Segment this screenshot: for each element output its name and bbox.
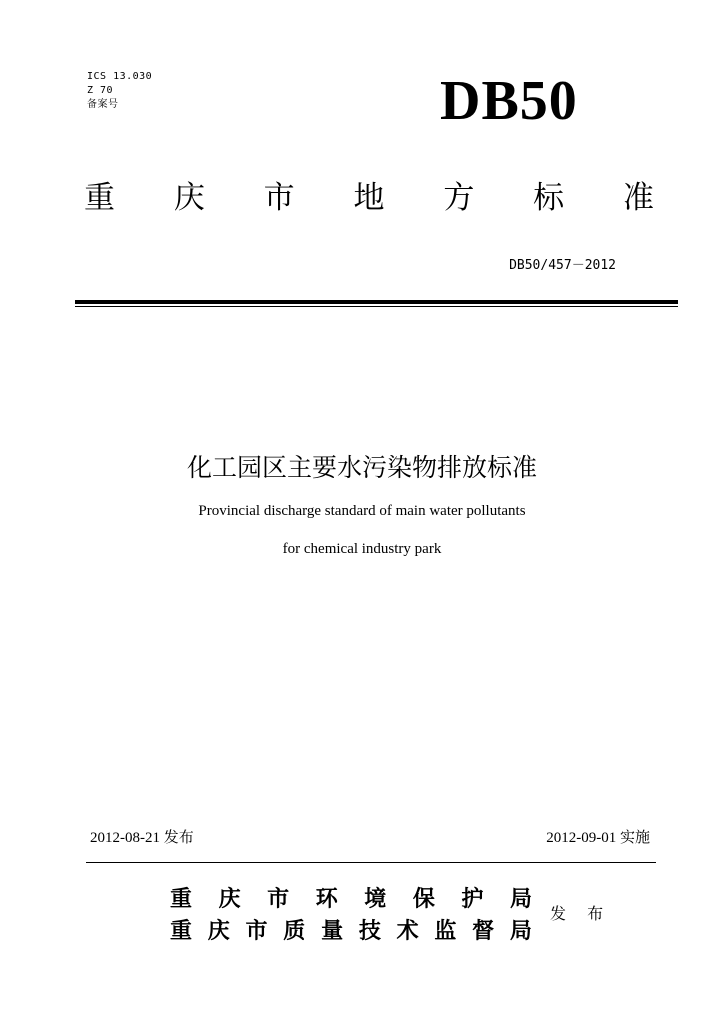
issuer-char: 市 bbox=[267, 887, 290, 912]
classification-code: Z 70 bbox=[87, 85, 114, 96]
ics-code: ICS 13.030 bbox=[87, 71, 153, 82]
title-chinese: 化工园区主要水污染物排放标准 bbox=[186, 453, 537, 482]
standard-type-char: 地 bbox=[353, 180, 385, 216]
standard-type-char: 市 bbox=[263, 180, 295, 216]
standard-code-logo: DB50 bbox=[440, 70, 578, 132]
issuer-char: 保 bbox=[412, 887, 435, 912]
issuer-char: 局 bbox=[509, 919, 532, 944]
header-divider-thin bbox=[75, 306, 678, 307]
title-english-line2: for chemical industry park bbox=[282, 541, 442, 557]
standard-type-heading bbox=[84, 178, 654, 218]
issuer-char: 量 bbox=[321, 919, 344, 944]
issuer-char: 庆 bbox=[218, 887, 241, 912]
issuer-char: 术 bbox=[396, 919, 419, 944]
standard-type-char: 方 bbox=[443, 180, 475, 216]
title-english-line1: Provincial discharge standard of main water pollutants bbox=[198, 503, 526, 519]
issuer-char: 技 bbox=[358, 919, 381, 944]
issuer-char: 督 bbox=[472, 919, 495, 944]
implementation-date: 2012-09-01 实施 bbox=[546, 830, 650, 846]
issuer-char: 质 bbox=[283, 919, 306, 944]
issuer-char: 局 bbox=[509, 887, 532, 912]
issuer-char: 监 bbox=[434, 919, 457, 944]
standard-type-char: 标 bbox=[533, 180, 565, 216]
issuer-char: 护 bbox=[461, 887, 484, 912]
issuer-char: 市 bbox=[245, 919, 268, 944]
issuer-quality-bureau bbox=[170, 918, 532, 946]
publish-label: 发 布 bbox=[550, 904, 612, 923]
issuer-char: 重 bbox=[170, 919, 193, 944]
header-divider-thick bbox=[75, 300, 678, 304]
issuer-char: 境 bbox=[364, 887, 387, 912]
standard-type-char: 准 bbox=[622, 180, 654, 216]
standard-type-char: 重 bbox=[84, 180, 115, 216]
issue-date: 2012-08-21 发布 bbox=[90, 830, 194, 846]
standard-type-char: 庆 bbox=[173, 180, 205, 216]
issuer-char: 庆 bbox=[207, 919, 230, 944]
record-number-label: 备案号 bbox=[87, 99, 119, 110]
issuer-environmental-bureau bbox=[170, 886, 532, 914]
issuer-char: 重 bbox=[170, 887, 193, 912]
standard-number: DB50/457－2012 bbox=[509, 258, 616, 273]
footer-divider bbox=[86, 862, 656, 863]
issuer-char: 环 bbox=[315, 887, 338, 912]
